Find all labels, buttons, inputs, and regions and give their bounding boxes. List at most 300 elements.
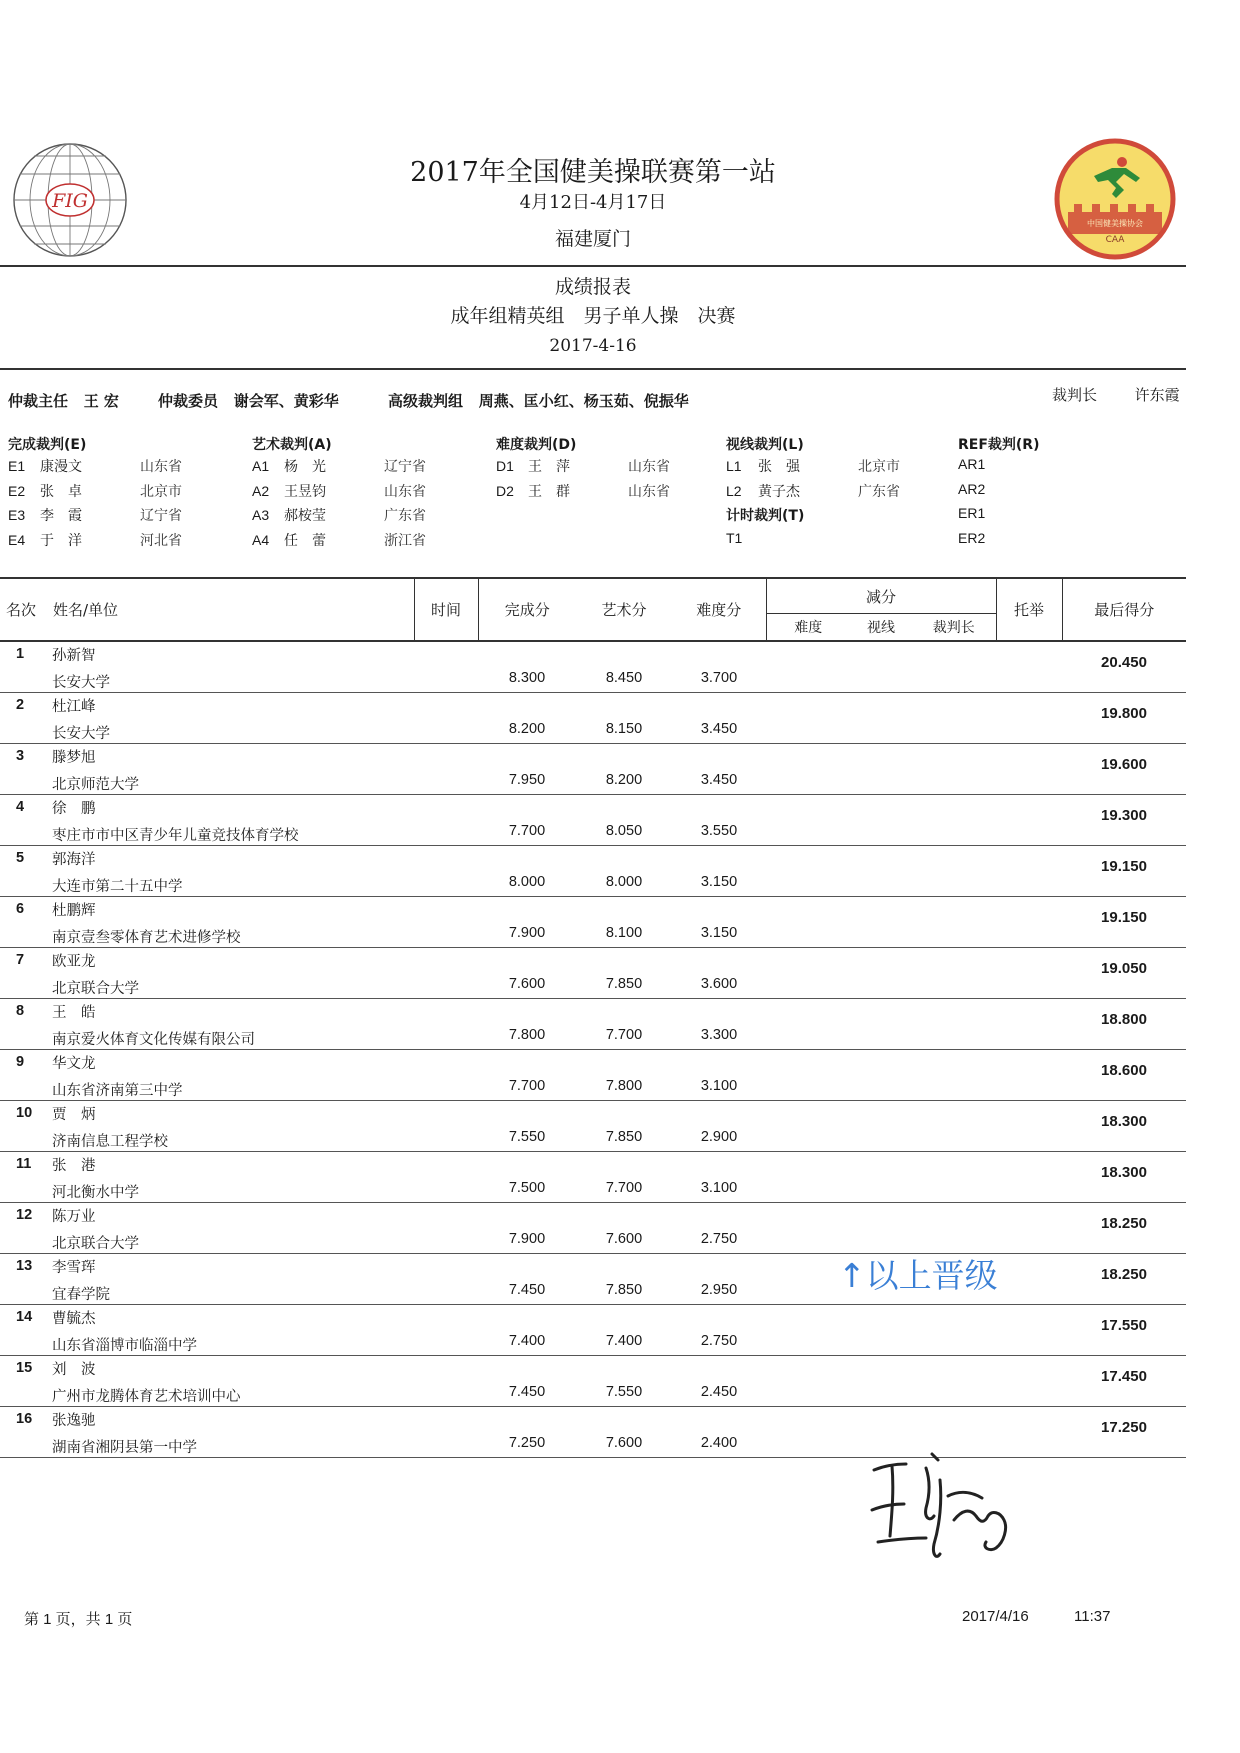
judge-code: E4 xyxy=(8,531,26,548)
athlete-name: 杜江峰 xyxy=(52,699,96,715)
athlete-name: 曹毓杰 xyxy=(52,1311,96,1327)
rank-cell: 12 xyxy=(16,1207,33,1223)
lifts-cell xyxy=(996,744,1062,795)
name-unit-cell xyxy=(52,948,414,999)
judge-province: 辽宁省 xyxy=(140,508,182,524)
rank-cell: 1 xyxy=(16,646,25,662)
name-unit-cell xyxy=(52,1305,414,1356)
judge-code: D1 xyxy=(496,458,514,474)
athlete-unit: 北京联合大学 xyxy=(52,1236,139,1252)
appeal-director-name: 王 宏 xyxy=(83,392,119,410)
judge-code: T1 xyxy=(726,529,743,546)
ded-difficulty-cell xyxy=(766,897,850,948)
difficulty-score-cell: 3.550 xyxy=(700,823,738,839)
lifts-cell xyxy=(996,1101,1062,1152)
judge-name: 王 萍 xyxy=(528,459,570,475)
appeal-director-label: 仲裁主任 xyxy=(8,392,69,410)
rank-cell: 9 xyxy=(16,1054,25,1070)
execution-panel-heading: 完成裁判(E) xyxy=(8,437,87,453)
col-lifts: 托举 xyxy=(996,578,1062,641)
time-cell xyxy=(414,1254,478,1305)
final-score-cell: 19.150 xyxy=(1101,909,1147,926)
rank-cell: 4 xyxy=(16,799,25,815)
judge-name: 任 蕾 xyxy=(284,532,326,549)
table-row xyxy=(0,846,1186,897)
execution-score-cell: 7.900 xyxy=(508,1231,546,1247)
difficulty-score-cell: 2.900 xyxy=(700,1129,738,1145)
athlete-name: 刘 波 xyxy=(52,1362,96,1378)
final-score-cell: 19.300 xyxy=(1101,807,1147,824)
time-cell xyxy=(414,948,478,999)
athlete-name: 滕梦旭 xyxy=(52,750,96,766)
ded-difficulty-cell xyxy=(766,1203,850,1254)
artistic-score-cell: 7.850 xyxy=(605,1282,643,1298)
table-row xyxy=(0,1356,1186,1407)
artistic-score-cell: 7.700 xyxy=(605,1180,643,1196)
senior-judges-label: 高级裁判组 xyxy=(388,392,464,410)
col-ded-line: 视线 xyxy=(867,620,895,636)
execution-score-cell: 7.550 xyxy=(508,1129,546,1145)
name-unit-cell xyxy=(52,1050,414,1101)
judge-row xyxy=(726,481,938,506)
athlete-unit: 广州市龙腾体育艺术培训中心 xyxy=(52,1389,241,1405)
athlete-name: 徐 鹏 xyxy=(52,801,96,817)
svg-text:FIG: FIG xyxy=(52,190,88,212)
rank-cell: 10 xyxy=(16,1105,33,1121)
lifts-cell xyxy=(996,1152,1062,1203)
lifts-cell xyxy=(996,999,1062,1050)
lifts-cell xyxy=(996,1203,1062,1254)
time-cell xyxy=(414,897,478,948)
judge-row xyxy=(958,481,1039,506)
line-panel-heading: 视线裁判(L) xyxy=(726,437,804,453)
time-cell xyxy=(414,1152,478,1203)
ded-difficulty-cell xyxy=(766,846,850,897)
difficulty-score-cell: 3.700 xyxy=(700,670,738,686)
senior-judges xyxy=(388,390,689,411)
final-score-cell: 18.300 xyxy=(1101,1164,1147,1181)
timekeeper-panel-heading: 计时裁判(T) xyxy=(726,508,805,524)
judge-code: ER1 xyxy=(958,505,986,521)
time-cell xyxy=(414,999,478,1050)
results-body xyxy=(0,641,1186,1458)
judge-name: 李 霞 xyxy=(40,508,82,524)
artistic-score-cell: 7.550 xyxy=(605,1384,643,1400)
execution-score-cell: 7.450 xyxy=(508,1384,546,1400)
col-rank: 名次 xyxy=(6,601,37,619)
ded-chief-cell xyxy=(912,1203,996,1254)
name-unit-cell xyxy=(52,795,414,846)
judge-code: A3 xyxy=(252,507,270,523)
artistic-panel xyxy=(252,434,464,554)
difficulty-panel xyxy=(496,434,708,505)
lifts-cell xyxy=(996,641,1062,693)
ded-line-cell xyxy=(850,846,912,897)
athlete-unit: 枣庄市市中区青少年儿童竞技体育学校 xyxy=(52,828,299,844)
ded-chief-cell xyxy=(912,897,996,948)
table-row xyxy=(0,1305,1186,1356)
competition-city: 福建厦门 xyxy=(554,228,631,250)
athlete-name: 杜鹏辉 xyxy=(52,903,96,919)
lifts-cell xyxy=(996,1254,1062,1305)
competition-dates: 4月12日-4月17日 xyxy=(519,192,667,213)
final-score-cell: 20.450 xyxy=(1101,654,1147,671)
execution-score-cell: 8.000 xyxy=(508,874,546,890)
judge-name: 于 洋 xyxy=(40,532,82,549)
execution-panel xyxy=(8,434,220,554)
rank-cell: 7 xyxy=(16,952,25,968)
time-cell xyxy=(414,1050,478,1101)
ded-difficulty-cell xyxy=(766,1152,850,1203)
col-name-unit: 姓名/单位 xyxy=(53,601,119,619)
artistic-score-cell: 8.450 xyxy=(605,670,643,686)
lifts-cell xyxy=(996,897,1062,948)
name-unit-cell xyxy=(52,744,414,795)
col-artistic: 艺术分 xyxy=(601,601,647,619)
final-score-cell: 19.150 xyxy=(1101,858,1147,875)
judge-row xyxy=(252,481,464,506)
table-row xyxy=(0,744,1186,795)
time-cell xyxy=(414,744,478,795)
ded-chief-cell xyxy=(912,795,996,846)
ded-line-cell xyxy=(850,1050,912,1101)
difficulty-score-cell: 3.100 xyxy=(700,1078,738,1094)
ded-chief-cell xyxy=(912,999,996,1050)
judge-row xyxy=(496,481,708,506)
report-date: 2017-4-16 xyxy=(549,336,637,356)
rank-cell: 15 xyxy=(16,1360,33,1376)
ded-difficulty-cell xyxy=(766,641,850,693)
execution-score-cell: 7.800 xyxy=(508,1027,546,1043)
ded-line-cell xyxy=(850,948,912,999)
final-score-cell: 19.600 xyxy=(1101,756,1147,773)
difficulty-score-cell: 2.950 xyxy=(700,1282,738,1298)
athlete-unit: 宜春学院 xyxy=(52,1287,110,1303)
athlete-unit: 南京壹叁零体育艺术进修学校 xyxy=(52,930,241,946)
judge-row xyxy=(958,530,1039,555)
print-time: 11:37 xyxy=(1074,1608,1111,1625)
time-cell xyxy=(414,1101,478,1152)
col-execution: 完成分 xyxy=(478,578,576,641)
final-score-cell: 18.250 xyxy=(1101,1215,1147,1232)
lifts-cell xyxy=(996,1050,1062,1101)
artistic-score-cell: 8.150 xyxy=(605,721,643,737)
line-panel xyxy=(726,434,938,554)
athlete-unit: 北京师范大学 xyxy=(52,777,139,793)
judge-name: 张 卓 xyxy=(40,483,82,500)
execution-score-cell: 7.600 xyxy=(508,976,546,992)
ded-line-cell xyxy=(850,693,912,744)
judge-province: 河北省 xyxy=(140,532,182,549)
rank-cell: 13 xyxy=(16,1258,33,1274)
table-row xyxy=(0,641,1186,693)
difficulty-score-cell: 2.450 xyxy=(700,1384,738,1400)
chief-judge xyxy=(1052,384,1180,405)
col-ded-chief: 裁判长 xyxy=(932,620,975,636)
judge-row xyxy=(958,456,1039,481)
name-unit-cell xyxy=(52,1356,414,1407)
judge-code: E1 xyxy=(8,458,26,474)
lifts-cell xyxy=(996,693,1062,744)
execution-score-cell: 8.300 xyxy=(508,670,546,686)
artistic-score-cell: 7.600 xyxy=(605,1231,643,1247)
ded-difficulty-cell xyxy=(766,1050,850,1101)
judge-code: ER2 xyxy=(958,529,986,546)
difficulty-score-cell: 3.100 xyxy=(700,1180,738,1196)
judge-province: 辽宁省 xyxy=(384,459,426,475)
name-unit-cell xyxy=(52,999,414,1050)
rank-cell: 5 xyxy=(16,850,25,866)
difficulty-score-cell: 2.400 xyxy=(700,1435,738,1451)
table-row xyxy=(0,1050,1186,1101)
time-cell xyxy=(414,795,478,846)
judge-name: 王 群 xyxy=(528,483,570,500)
advance-annotation xyxy=(838,1250,998,1297)
table-row xyxy=(0,1152,1186,1203)
time-cell xyxy=(414,1203,478,1254)
execution-score-cell: 8.200 xyxy=(508,721,546,737)
report-title: 成绩报表 xyxy=(554,276,631,298)
table-row xyxy=(0,1203,1186,1254)
header-divider xyxy=(0,265,1186,267)
judge-row xyxy=(8,505,220,530)
ded-line-cell xyxy=(850,1152,912,1203)
rank-cell: 2 xyxy=(16,697,25,713)
athlete-unit: 河北衡水中学 xyxy=(52,1185,139,1201)
senior-judges-names: 周燕、匡小红、杨玉茹、倪振华 xyxy=(478,392,689,410)
artistic-score-cell: 8.100 xyxy=(605,925,643,941)
rank-cell: 6 xyxy=(16,901,25,917)
ded-line-cell xyxy=(850,641,912,693)
appeal-committee xyxy=(158,390,339,411)
time-cell xyxy=(414,1356,478,1407)
report-divider xyxy=(0,368,1186,370)
judge-row xyxy=(8,530,220,555)
difficulty-score-cell: 2.750 xyxy=(700,1333,738,1349)
chief-judge-name: 许东霞 xyxy=(1134,386,1180,404)
athlete-unit: 湖南省湘阴县第一中学 xyxy=(52,1440,197,1456)
artistic-score-cell: 7.600 xyxy=(605,1435,643,1451)
lifts-cell xyxy=(996,1356,1062,1407)
col-time: 时间 xyxy=(414,578,478,641)
difficulty-score-cell: 2.750 xyxy=(700,1231,738,1247)
athlete-name: 李雪珲 xyxy=(52,1260,96,1276)
ded-line-cell xyxy=(850,999,912,1050)
ded-chief-cell xyxy=(912,744,996,795)
judge-province: 山东省 xyxy=(140,459,182,475)
athlete-unit: 长安大学 xyxy=(52,675,110,691)
table-row xyxy=(0,795,1186,846)
athlete-unit: 济南信息工程学校 xyxy=(52,1134,168,1150)
final-score-cell: 17.550 xyxy=(1101,1317,1147,1334)
ded-difficulty-cell xyxy=(766,999,850,1050)
ded-difficulty-cell xyxy=(766,693,850,744)
athlete-unit: 长安大学 xyxy=(52,726,110,742)
competition-title: 2017年全国健美操联赛第一站 xyxy=(410,157,776,188)
name-unit-cell xyxy=(52,1203,414,1254)
ded-chief-cell xyxy=(912,693,996,744)
execution-score-cell: 7.500 xyxy=(508,1180,546,1196)
judge-province: 山东省 xyxy=(628,459,670,475)
athlete-unit: 南京爱火体育文化传媒有限公司 xyxy=(52,1032,255,1048)
athlete-name: 陈万业 xyxy=(52,1209,96,1225)
judge-code: D2 xyxy=(496,482,514,499)
judge-row xyxy=(726,530,938,555)
judge-name: 杨 光 xyxy=(284,459,326,475)
execution-score-cell: 7.900 xyxy=(508,925,546,941)
judge-row xyxy=(252,530,464,555)
athlete-name: 王 皓 xyxy=(52,1005,96,1021)
final-score-cell: 18.250 xyxy=(1101,1266,1147,1283)
lifts-cell xyxy=(996,846,1062,897)
judge-code: L2 xyxy=(726,482,742,499)
final-score-cell: 18.600 xyxy=(1101,1062,1147,1079)
artistic-score-cell: 7.400 xyxy=(605,1333,643,1349)
name-unit-cell xyxy=(52,1407,414,1458)
athlete-unit: 山东省济南第三中学 xyxy=(52,1083,183,1099)
athlete-unit: 北京联合大学 xyxy=(52,981,139,997)
judge-row xyxy=(726,456,938,481)
difficulty-score-cell: 3.150 xyxy=(700,925,738,941)
caa-logo-text: 中国健美操协会 xyxy=(1087,219,1143,228)
judge-code: A1 xyxy=(252,458,270,474)
ded-chief-cell xyxy=(912,1101,996,1152)
table-row xyxy=(0,948,1186,999)
judge-row xyxy=(958,505,1039,530)
athlete-name: 贾 炳 xyxy=(52,1107,96,1123)
execution-score-cell: 7.450 xyxy=(508,1282,546,1298)
final-score-cell: 18.800 xyxy=(1101,1011,1147,1028)
judge-province: 北京市 xyxy=(140,483,182,500)
handwritten-signature xyxy=(870,1450,1040,1575)
ded-line-cell xyxy=(850,1101,912,1152)
difficulty-score-cell: 3.150 xyxy=(700,874,738,890)
execution-score-cell: 7.250 xyxy=(508,1435,546,1451)
artistic-score-cell: 7.850 xyxy=(605,1129,643,1145)
judge-name: 王昱钧 xyxy=(284,483,326,500)
judge-province: 广东省 xyxy=(858,483,900,500)
athlete-name: 张逸驰 xyxy=(52,1413,96,1429)
judge-province: 广东省 xyxy=(384,508,426,524)
artistic-score-cell: 7.700 xyxy=(605,1027,643,1043)
execution-score-cell: 7.950 xyxy=(508,772,546,788)
name-unit-cell xyxy=(52,897,414,948)
advance-annotation-text: 以上晋级 xyxy=(865,1256,998,1295)
name-unit-cell xyxy=(52,1152,414,1203)
name-unit-cell xyxy=(52,846,414,897)
judge-code: E2 xyxy=(8,482,26,499)
artistic-panel-heading: 艺术裁判(A) xyxy=(252,437,332,453)
judge-row xyxy=(252,456,464,481)
ded-line-cell xyxy=(850,1305,912,1356)
athlete-name: 华文龙 xyxy=(52,1056,96,1072)
ded-line-cell xyxy=(850,1356,912,1407)
time-cell xyxy=(414,1305,478,1356)
final-score-cell: 19.800 xyxy=(1101,705,1147,722)
col-deductions: 减分 xyxy=(766,578,996,614)
athlete-name: 张 港 xyxy=(52,1158,96,1174)
ded-chief-cell xyxy=(912,846,996,897)
table-row xyxy=(0,693,1186,744)
ded-chief-cell xyxy=(912,1050,996,1101)
lifts-cell xyxy=(996,948,1062,999)
name-unit-cell xyxy=(52,693,414,744)
appeal-director xyxy=(8,390,119,411)
ded-line-cell xyxy=(850,744,912,795)
athlete-name: 郭海洋 xyxy=(52,852,96,868)
results-header xyxy=(0,578,1186,641)
athlete-unit: 大连市第二十五中学 xyxy=(52,879,183,895)
ded-chief-cell xyxy=(912,1356,996,1407)
time-cell xyxy=(414,846,478,897)
ded-line-cell xyxy=(850,795,912,846)
time-cell xyxy=(414,1407,478,1458)
judge-code: E3 xyxy=(8,507,26,523)
artistic-score-cell: 7.850 xyxy=(605,976,643,992)
athlete-name: 欧亚龙 xyxy=(52,954,96,970)
caa-logo-abbr: CAA xyxy=(1105,235,1125,245)
chief-judge-label: 裁判长 xyxy=(1052,386,1098,404)
judge-province: 北京市 xyxy=(858,459,900,475)
judge-name: 康漫文 xyxy=(40,459,82,475)
name-unit-cell xyxy=(52,641,414,693)
appeal-committee-names: 谢会军、黄彩华 xyxy=(233,392,339,410)
difficulty-panel-heading: 难度裁判(D) xyxy=(496,437,577,453)
difficulty-score-cell: 3.600 xyxy=(700,976,738,992)
judge-code: A2 xyxy=(252,482,270,499)
rank-cell: 11 xyxy=(16,1156,32,1172)
ded-difficulty-cell xyxy=(766,1305,850,1356)
ded-difficulty-cell xyxy=(766,1101,850,1152)
difficulty-score-cell: 3.450 xyxy=(700,772,738,788)
ded-difficulty-cell xyxy=(766,744,850,795)
ded-chief-cell xyxy=(912,641,996,693)
execution-score-cell: 7.700 xyxy=(508,823,546,839)
table-row xyxy=(0,1101,1186,1152)
up-arrow-icon: ↑ xyxy=(838,1256,866,1295)
appeal-committee-label: 仲裁委员 xyxy=(158,392,219,410)
col-difficulty: 难度分 xyxy=(696,601,742,619)
athlete-name: 孙新智 xyxy=(52,648,96,664)
final-score-cell: 17.250 xyxy=(1101,1419,1147,1436)
final-score-cell: 17.450 xyxy=(1101,1368,1147,1385)
lifts-cell xyxy=(996,1305,1062,1356)
rank-cell: 16 xyxy=(16,1411,33,1427)
judge-row xyxy=(496,456,708,481)
final-score-cell: 19.050 xyxy=(1101,960,1147,977)
judge-row xyxy=(8,456,220,481)
ded-line-cell xyxy=(850,1203,912,1254)
difficulty-score-cell: 3.300 xyxy=(700,1027,738,1043)
execution-score-cell: 7.700 xyxy=(508,1078,546,1094)
ded-difficulty-cell xyxy=(766,1356,850,1407)
time-cell xyxy=(414,693,478,744)
print-date: 2017/4/16 xyxy=(962,1608,1029,1625)
execution-score-cell: 7.400 xyxy=(508,1333,546,1349)
name-unit-cell xyxy=(52,1254,414,1305)
artistic-score-cell: 8.050 xyxy=(605,823,643,839)
judge-province: 山东省 xyxy=(628,483,670,500)
judge-name: 黄子杰 xyxy=(758,483,800,500)
ded-difficulty-cell xyxy=(766,795,850,846)
judge-code: L1 xyxy=(726,458,742,474)
rank-cell: 8 xyxy=(16,1003,25,1019)
rank-cell: 14 xyxy=(16,1309,33,1325)
report-subtitle: 成年组精英组 男子单人操 决赛 xyxy=(450,305,736,327)
table-row xyxy=(0,999,1186,1050)
lifts-cell xyxy=(996,795,1062,846)
ref-panel xyxy=(958,434,1039,554)
